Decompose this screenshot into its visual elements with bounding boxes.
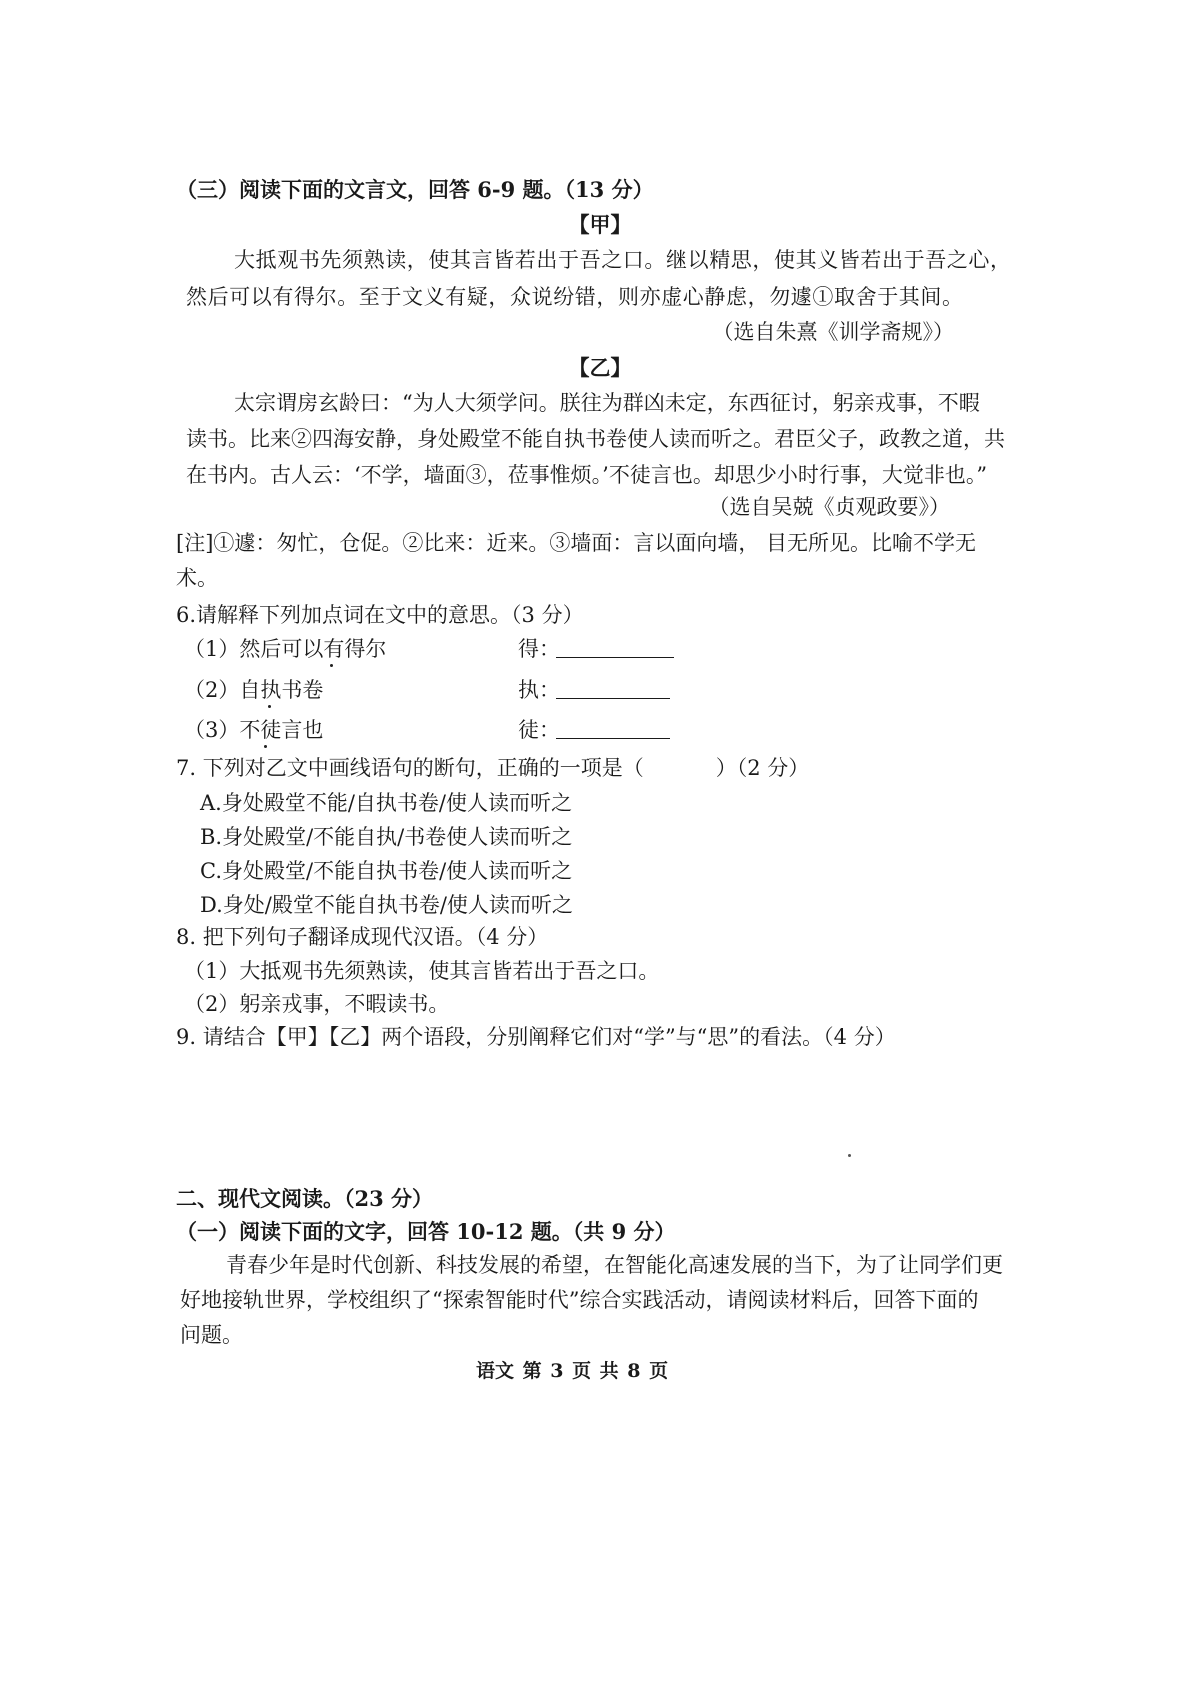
annotation-note: 术。	[176, 566, 218, 590]
answer-blank-de[interactable]	[556, 656, 674, 658]
question-6-item: （1）然后可以有得尔	[184, 637, 387, 661]
question-8-item: （2）躬亲戎事，不暇读书。	[184, 992, 450, 1016]
emphasis-dot	[264, 745, 267, 748]
passage-jia-line: 大抵观书先须熟读，使其言皆若出于吾之口。继以精思，使其义皆若出于吾之心，	[234, 248, 1012, 272]
emphasis-dot	[268, 705, 271, 708]
page-footer: 语文 第 3 页 共 8 页	[476, 1360, 669, 1382]
question-8-item: （1）大抵观书先须熟读，使其言皆若出于吾之口。	[184, 959, 660, 983]
question-7-option-c[interactable]: C.身处殿堂/不能自执书卷/使人读而听之	[200, 859, 573, 883]
scan-speck	[848, 1154, 851, 1157]
question-6-stem: 6.请解释下列加点词在文中的意思。（3 分）	[176, 603, 584, 627]
question-7-option-b[interactable]: B.身处殿堂/不能自执/书卷使人读而听之	[200, 825, 573, 849]
passage-yi-line: 在书内。古人云：‘不学，墙面③，莅事惟烦。’不徒言也。却思少小时行事，大觉非也。”	[186, 463, 988, 487]
section3-heading: （三）阅读下面的文言文，回答 6-9 题。（13 分）	[176, 177, 654, 202]
part2-paragraph-line: 青春少年是时代创新、科技发展的希望，在智能化高速发展的当下，为了让同学们更	[226, 1253, 1003, 1277]
part2-paragraph-line: 问题。	[180, 1323, 243, 1347]
question-7-option-d[interactable]: D.身处/殿堂不能自执书卷/使人读而听之	[200, 893, 573, 917]
question-6-label: 执：	[518, 678, 560, 702]
answer-blank-zhi[interactable]	[556, 697, 670, 699]
question-7-stem-start: 7. 下列对乙文中画线语句的断句，正确的一项是（	[176, 756, 644, 780]
passage-yi-label: 【乙】	[568, 355, 632, 380]
question-7-stem-end: ）（2 分）	[715, 756, 810, 780]
passage-yi-line: 太宗谓房玄龄曰：“为人大须学问。朕往为群凶未定，东西征讨，躬亲戎事，不暇	[234, 391, 980, 415]
emphasis-dot	[330, 664, 333, 667]
passage-yi-source: （选自吴兢《贞观政要》）	[708, 495, 950, 519]
answer-blank-tu[interactable]	[556, 737, 670, 739]
part2-paragraph-line: 好地接轨世界，学校组织了“探索智能时代”综合实践活动，请阅读材料后，回答下面的	[180, 1288, 979, 1312]
passage-yi-line: 读书。比来②四海安静，身处殿堂不能自执书卷使人读而听之。君臣父子，政教之道，共	[186, 427, 1005, 451]
passage-jia-label: 【甲】	[568, 212, 632, 237]
question-9-stem: 9. 请结合【甲】【乙】两个语段，分别阐释它们对“学”与“思”的看法。（4 分）	[176, 1025, 896, 1049]
passage-jia-line: 然后可以有得尔。至于文义有疑，众说纷错，则亦虚心静虑，勿遽①取舍于其间。	[186, 285, 964, 309]
question-6-item: （2）自执书卷	[184, 678, 324, 702]
question-6-item: （3）不徒言也	[184, 718, 324, 742]
part2-heading: 二、现代文阅读。（23 分）	[176, 1186, 434, 1211]
question-8-stem: 8. 把下列句子翻译成现代汉语。（4 分）	[176, 925, 549, 949]
annotation-note: [注]①遽：匆忙，仓促。②比来：近来。③墙面：言以面向墙， 目无所见。比喻不学无	[176, 531, 977, 555]
passage-jia-source: （选自朱熹《训学斋规》）	[712, 320, 954, 344]
question-6-label: 徒：	[518, 718, 560, 742]
question-7-stem	[176, 753, 809, 783]
question-7-option-a[interactable]: A.身处殿堂不能/自执书卷/使人读而听之	[200, 791, 572, 815]
question-6-label: 得：	[518, 637, 560, 661]
part2-subheading: （一）阅读下面的文字，回答 10-12 题。（共 9 分）	[176, 1219, 676, 1244]
